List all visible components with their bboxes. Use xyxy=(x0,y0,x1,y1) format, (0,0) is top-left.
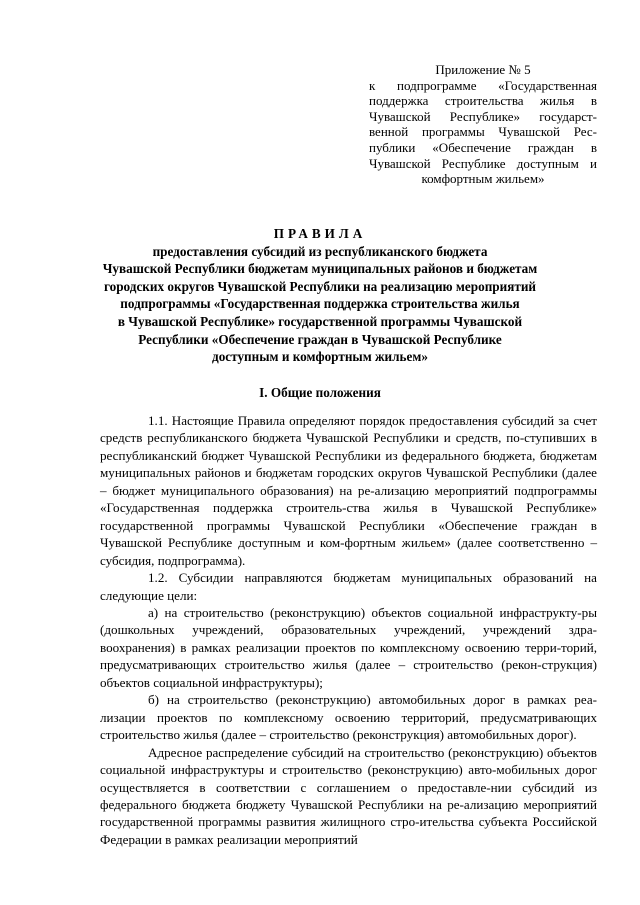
paragraph-distribution: Адресное распределение субсидий на строительство (реконструкцию) объектов социальной инфраструктуры и строительство (реконструкцию) авто-мобильных дорог осуществляется в соответствии с соглашением о предоставле-нии субсидий из федерального бюджета бюджету Чувашской Республики на ре-ализацию мероприятий государственной программы развития жилищного стро-ительства субъекта Российской Федерации в рамках реализации мероприятий xyxy=(100,744,597,847)
appendix-line: Чувашской Республике доступным и xyxy=(369,155,597,171)
appendix-reference xyxy=(369,78,597,187)
title-line: городских округов Чувашской Республики на реализацию мероприятий xyxy=(103,278,537,294)
title-line: в Чувашской Республике» государственной программы Чувашской xyxy=(117,313,523,329)
document-body xyxy=(100,412,597,848)
title-line: предоставления субсидий из республиканского бюджета xyxy=(152,243,488,259)
appendix-line: публики «Обеспечение граждан в xyxy=(369,139,597,155)
appendix-line: поддержка строительства жилья в xyxy=(369,93,597,109)
paragraph-1-1: 1.1. Настоящие Правила определяют порядок предоставления субсидий за счет средств республиканского бюджета Чувашской Республики и средств, по-ступивших в республиканский бюджет Чувашской Республики из федерального бюджета, бюджетам муниципальных районов и бюджетам городских округов Чувашской Республики (далее – бюджет муниципального образования) на ре-ализацию мероприятий подпрограммы «Государственная поддержка строитель-ства жилья в Чувашской Республике» государственной программы Чувашской Республики «Обеспечение граждан в Чувашской Республике доступным и ком-фортным жильем» (далее соответственно – субсидия, подпрограмма). xyxy=(100,413,597,568)
appendix-number: Приложение № 5 xyxy=(435,62,531,77)
paragraph-item-b: б) на строительство (реконструкцию) автомобильных дорог в рамках реа-лизации проектов по комплексному освоению территорий, предусматривающих строительство жилья (далее – строительство (реконструкция) автомобильных дорог). xyxy=(100,692,597,743)
paragraph-item-a: а) на строительство (реконструкцию) объектов социальной инфраструкту-ры (дошкольных учреждений, образовательных учреждений, учреждений здра-воохранения) в рамках реализации проектов по комплексному освоению терри-торий, предусматривающих строительство жилья (далее – строительство (рекон-струкция) объектов социальной инфраструктуры); xyxy=(100,604,597,690)
title-line: подпрограммы «Государственная поддержка строительства жилья xyxy=(120,296,520,312)
title-heading: ПРАВИЛА xyxy=(273,226,367,241)
appendix-line: венной программы Чувашской Рес- xyxy=(369,124,597,140)
appendix-line: комфортным жильем» xyxy=(421,171,545,187)
section-heading: I. Общие положения xyxy=(259,385,381,400)
title-line: Республики «Обеспечение граждан в Чувашской Республике xyxy=(138,331,502,347)
appendix-note xyxy=(369,62,597,187)
appendix-line: Чувашской Республике» государст- xyxy=(369,108,597,124)
paragraph-1-2: 1.2. Субсидии направляются бюджетам муниципальных образований на следующие цели: xyxy=(100,570,597,603)
document-title xyxy=(100,225,540,366)
title-line: доступным и комфортным жильем» xyxy=(212,349,428,365)
appendix-line: к подпрограмме «Государственная xyxy=(369,77,597,93)
title-line: Чувашской Республики бюджетам муниципальных районов и бюджетам xyxy=(102,261,538,277)
